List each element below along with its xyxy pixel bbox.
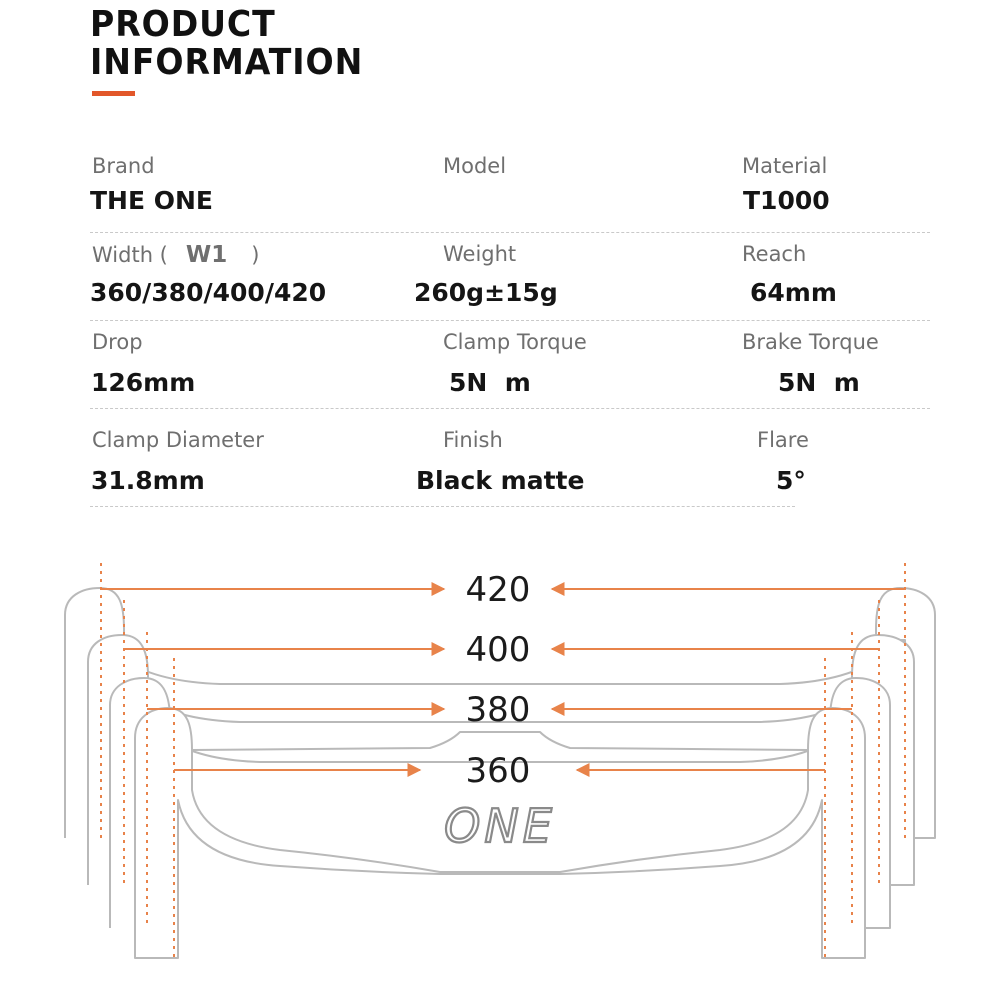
title-line-2: INFORMATION (90, 42, 364, 83)
material-label: Material (742, 154, 828, 178)
clamp-diameter-label: Clamp Diameter (92, 428, 264, 452)
reach-label: Reach (742, 242, 807, 266)
width-label-400: 400 (465, 630, 531, 670)
clamp-diameter-value: 31.8mm (91, 466, 205, 495)
weight-value: 260g±15g (414, 278, 558, 307)
finish-label: Finish (443, 428, 503, 452)
logo-text: ONE (444, 799, 556, 853)
width-label-420: 420 (465, 570, 531, 610)
width-label-360: 360 (465, 751, 531, 791)
width-label-text: Width ( (92, 243, 168, 267)
one-logo-icon (444, 799, 556, 853)
brake-torque-value: 5N m (778, 368, 860, 397)
model-label: Model (443, 154, 507, 178)
drop-value: 126mm (91, 368, 196, 397)
clamp-torque-label: Clamp Torque (443, 330, 587, 354)
reach-value: 64mm (750, 278, 837, 307)
material-value: T1000 (743, 186, 830, 215)
width-label-380: 380 (465, 690, 531, 730)
brake-torque-label: Brake Torque (742, 330, 879, 354)
width-code: W1 (185, 242, 228, 268)
brand-label: Brand (92, 154, 155, 178)
weight-label: Weight (443, 242, 517, 266)
width-value: 360/380/400/420 (90, 278, 327, 307)
clamp-torque-value: 5N m (449, 368, 531, 397)
brand-value: THE ONE (90, 186, 214, 215)
flare-label: Flare (757, 428, 809, 452)
width-label-close: ) (251, 243, 260, 267)
flare-value: 5° (776, 466, 806, 495)
title-line-1: PRODUCT (90, 4, 276, 45)
drop-label: Drop (92, 330, 143, 354)
finish-value: Black matte (416, 466, 585, 495)
